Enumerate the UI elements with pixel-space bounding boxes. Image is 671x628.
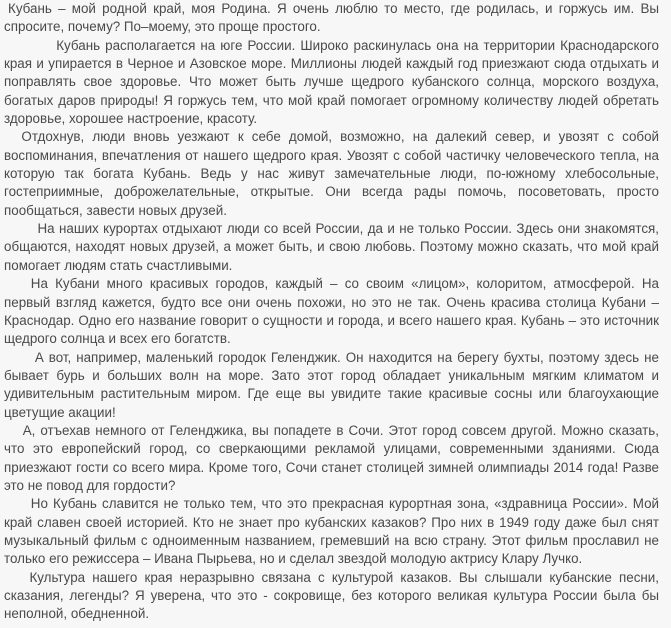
paragraph-4: На наших курортах отдыхают люди со всей России, да и не только России. Здесь они знакомятся, общаются, находят новых друзей, а может быть, и свою любовь. Поэтому можно сказать, что мой край помогает людям стать счастливыми. (4, 221, 659, 273)
paragraph-5: На Кубани много красивых городов, каждый – со своим «лицом», колоритом, атмосферой. На первый взгляд кажется, будто все они очень похожи, но это не так. Очень красива столица Кубани – Краснодар. Одно его название говорит о сущности и города, и всего нашего края. Кубань – это источник щедрого солнца и всех его богатств. (4, 276, 659, 347)
paragraph-3: Отдохнув, люди вновь уезжают к себе домой, возможно, на далекий север, и увозят с собой воспоминания, впечатления от нашего щедрого края. Увозят с собой частичку человеческого тепла, на которую так богата Кубань. Ведь у нас живут замечательные люди, по-южному хлебосольные, гостеприимные, доброжелательные, открытые. Они всегда рады помочь, посоветовать, просто пообщаться, завести новых друзей. (4, 129, 659, 218)
paragraph-7: А, отъехав немного от Геленджика, вы попадете в Сочи. Этот город совсем другой. Можно сказать, что это европейский город, со сверкающими рекламой улицами, современными зданиями. Сюда приезжают гости со всего мира. Кроме того, Сочи станет столицей зимней олимпиады 2014 года! Разве это не повод для гордости? (4, 422, 659, 493)
paragraph-8: Но Кубань славится не только тем, что это прекрасная курортная зона, «здравница России». Мой край славен своей историей. Кто не знает про кубанских казаков? Про них в 1949 году даже был снят музыкальный фильм с одноименным названием, гремевший на всю страну. Этот фильм прославил не только его режиссера – Ивана Пырьева, но и сделал звездой молодую актрису Клару Лучко. (4, 496, 659, 567)
paragraph-9: Культура нашего края неразрывно связана с культурой казаков. Вы слышали кубанские песни, сказания, легенды? Я уверена, что это - сокровище, без которого великая культура России была бы неполной, обедненной. (4, 569, 659, 622)
paragraph-1: Кубань – мой родной край, моя Родина. Я очень люблю то место, где родилась, и горжусь им. Вы спросите, почему? По–моему, это проще простого. (4, 1, 659, 35)
paragraph-2: Кубань располагается на юге России. Широко раскинулась она на территории Краснодарского края и упирается в Черное и Азовское море. Миллионы людей каждый год приезжают сюда отдыхать и поправлять свое здоровье. Что может быть лучше щедрого кубанского солнца, морского воздуха, богатых даров природы! Я горжусь тем, что мой край помогает огромному количеству людей обретать здоровье, хорошее настроение, красоту. (4, 37, 659, 127)
paragraph-6: А вот, например, маленький городок Геленджик. Он находится на берегу бухты, поэтому здесь не бывает бурь и больших волн на море. Зато этот город обладает уникальным мягким климатом и удивительным растительным миром. Где еще вы увидите такие красивые сосны или благоухающие цветущие акации! (4, 349, 659, 420)
